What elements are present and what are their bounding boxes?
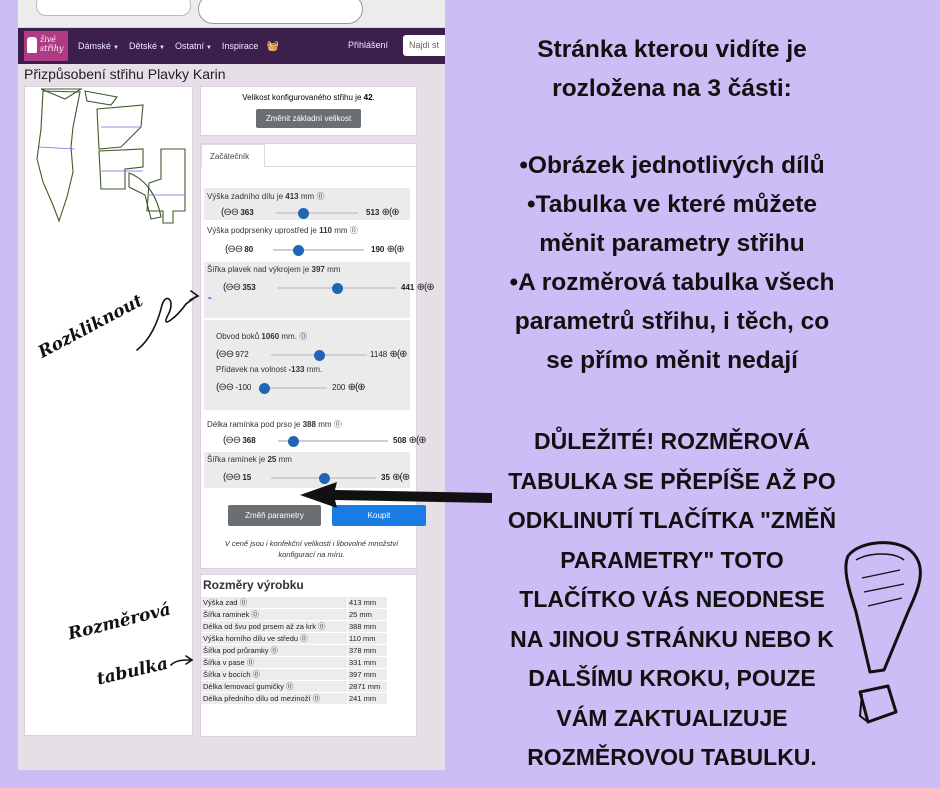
increase-icon[interactable]: ⊕(⊕: [347, 382, 365, 393]
row-value: 397 mm: [347, 669, 387, 681]
increase-icon[interactable]: ⊕(⊕: [381, 207, 399, 218]
decrease-icon[interactable]: (⊖⊖: [223, 472, 241, 483]
annotation-rozmerova: Rozměrová: [66, 599, 173, 645]
param-label-text: Obvod boků: [216, 332, 262, 341]
row-name: Délka předního dílu od mezinoží ⓪: [201, 693, 347, 705]
intro-text: [452, 30, 892, 108]
param-value: 388: [302, 420, 316, 429]
row-name: Šířka v pase ⓪: [201, 657, 347, 669]
caret-down-icon: ▼: [113, 45, 119, 51]
change-size-button[interactable]: Změnit základní velikost: [256, 109, 361, 128]
slider-min: 15: [242, 473, 252, 482]
size-text-suffix: .: [372, 93, 375, 102]
search-input[interactable]: Najdi st: [403, 35, 445, 56]
important-line: PARAMETRY" TOTO: [560, 546, 784, 573]
param-unit: mm: [324, 265, 341, 274]
param-unit: mm.: [304, 365, 323, 374]
bullet-line: parametrů střihu, i těch, co: [514, 308, 830, 335]
caret-down-icon: ▼: [158, 45, 165, 51]
bullets-text: [452, 146, 892, 380]
nav-label: Dětské: [128, 41, 157, 51]
slider-max: 508: [393, 436, 407, 445]
increase-icon[interactable]: ⊕(⊕: [386, 244, 404, 255]
help-icon[interactable]: ⓪: [315, 622, 326, 631]
param-label-text: Délka ramínka pod prso je: [207, 420, 303, 429]
important-line: TABULKA SE PŘEPÍŠE AŽ PO: [508, 467, 836, 494]
nav-label: Dámské: [78, 41, 112, 51]
expand-icon[interactable]: ˆ: [208, 297, 212, 308]
row-name: Šířka v bocích ⓪: [201, 669, 347, 681]
param-unit: mm: [298, 192, 315, 201]
basket-icon[interactable]: 🧺: [266, 40, 279, 52]
change-parameters-button[interactable]: Změň parametry: [228, 505, 321, 526]
row-value: 241 mm: [347, 693, 387, 705]
help-icon[interactable]: ⓪: [316, 192, 325, 201]
param-label-text: Šířka ramínek je: [207, 455, 268, 464]
tab-zacatecnik[interactable]: Začátečník: [201, 144, 265, 167]
help-icon[interactable]: ⓪: [333, 420, 342, 429]
increase-icon[interactable]: ⊕(⊕: [389, 349, 407, 360]
row-value: 331 mm: [347, 657, 387, 669]
row-name: Šířka raminek ⓪: [201, 609, 347, 621]
decrease-icon[interactable]: (⊖⊖: [225, 244, 243, 255]
increase-icon[interactable]: ⊕(⊕: [408, 435, 426, 446]
help-icon[interactable]: ⓪: [244, 658, 255, 667]
slider-max: 190: [371, 245, 385, 254]
slider-min: 363: [240, 208, 254, 217]
decrease-icon[interactable]: (⊖⊖: [221, 207, 239, 218]
nav-label: Inspirace: [221, 41, 259, 51]
slider-min: 972: [235, 350, 249, 359]
help-icon[interactable]: ⓪: [237, 598, 248, 607]
intro-line: Stránka kterou vidíte je: [537, 36, 807, 63]
slider-max: 35: [381, 473, 390, 482]
bullet-line: •Obrázek jednotlivých dílů: [519, 152, 825, 179]
help-icon[interactable]: ⓪: [310, 694, 321, 703]
annotation-rozkliknout: Rozkliknout: [35, 290, 147, 363]
important-line: VÁM ZAKTUALIZUJE: [556, 704, 788, 731]
slider-max: 200: [332, 383, 346, 392]
help-icon[interactable]: ⓪: [268, 646, 279, 655]
annotation-tabulka: tabulka: [95, 653, 171, 690]
row-value: 378 mm: [347, 645, 387, 657]
slider-min: 353: [242, 283, 256, 292]
decrease-icon[interactable]: (⊖⊖: [216, 382, 234, 393]
important-line: ODKLINUTÍ TLAČÍTKA "ZMĚŇ: [507, 507, 837, 533]
slider-max: 441: [401, 283, 415, 292]
slider-max: 513: [366, 208, 380, 217]
decrease-icon[interactable]: (⊖⊖: [223, 435, 241, 446]
param-value: 397: [311, 265, 325, 274]
param-value: 413: [285, 192, 299, 201]
important-line: DŮLEŽITÉ! ROZMĚROVÁ: [534, 428, 810, 454]
nav-label: Ostatní: [174, 41, 204, 51]
param-unit: mm.: [279, 332, 297, 341]
important-line: DALŠÍMU KROKU, POUZE: [528, 665, 816, 691]
size-text-prefix: Velikost konfigurovaného střihu je: [242, 93, 364, 102]
param-label-text: Výška podprsenky uprostřed je: [207, 226, 320, 235]
row-value: 110 mm: [347, 633, 387, 645]
slider-min: 368: [242, 436, 256, 445]
important-line: ROZMĚROVOU TABULKU.: [527, 744, 817, 770]
param-unit: mm: [276, 455, 292, 464]
row-name: Šířka pod průramky ⓪: [201, 645, 347, 657]
important-line: NA JINOU STRÁNKU NEBO K: [510, 625, 834, 652]
help-icon[interactable]: ⓪: [298, 634, 308, 643]
annotation-arrow-squiggle: [137, 296, 197, 350]
param-label-text: Šířka plavek nad výkrojem je: [207, 265, 312, 274]
param-value: 1060: [261, 332, 280, 341]
help-icon[interactable]: ⓪: [283, 682, 294, 691]
logo-text-1: živé: [40, 35, 57, 44]
size-value: 42: [363, 93, 373, 102]
param-unit: mm: [331, 226, 348, 235]
param-value: 110: [319, 226, 332, 235]
bullet-line: měnit parametry střihu: [539, 230, 805, 257]
decrease-icon[interactable]: (⊖⊖: [223, 282, 241, 293]
help-icon[interactable]: ⓪: [250, 670, 261, 679]
slider-max: 1148: [370, 350, 388, 359]
annotation-arrow-head: [190, 291, 198, 300]
row-name: Délka lemovací gumičky ⓪: [201, 681, 347, 693]
row-name: Výška zad ⓪: [201, 597, 347, 609]
slider-min: 80: [244, 245, 254, 254]
param-label-text: Výška zadního dílu je: [207, 192, 286, 201]
login-link[interactable]: Přihlášení: [348, 40, 389, 50]
row-value: 413 mm: [347, 597, 387, 609]
help-icon[interactable]: ⓪: [349, 226, 358, 235]
bullet-line: •A rozměrová tabulka všech: [509, 269, 835, 296]
decrease-icon[interactable]: (⊖⊖: [216, 349, 234, 360]
slider-min: -100: [235, 383, 252, 392]
page-title: Přizpůsobení střihu Plavky Karin: [24, 66, 226, 82]
param-unit: mm: [315, 420, 332, 429]
logo-text-2: střihy: [40, 44, 64, 53]
caret-down-icon: ▼: [205, 45, 212, 51]
help-icon[interactable]: ⓪: [249, 610, 259, 619]
dimensions-title: Rozměry výrobku: [203, 578, 304, 592]
intro-line: rozložena na 3 části:: [552, 75, 792, 102]
row-name: Výška horního dílu ve středu ⓪: [201, 633, 347, 645]
param-value: -133: [288, 365, 305, 374]
price-note: V ceně jsou i konfekční velikosti i libovolné množství konfigurací na míru.: [224, 539, 399, 559]
buy-button[interactable]: Koupit: [332, 505, 426, 526]
help-icon[interactable]: ⓪: [299, 332, 308, 341]
increase-icon[interactable]: ⊕(⊕: [392, 472, 410, 483]
important-line: TLAČÍTKO VÁS NEODNESE: [519, 586, 825, 612]
bullet-line: se přímo měnit nedají: [546, 347, 798, 374]
important-text: [452, 422, 892, 778]
row-value: 2871 mm: [347, 681, 387, 693]
increase-icon[interactable]: ⊕(⊕: [416, 282, 434, 293]
row-name: Délka od švu pod prsem až za krk ⓪: [201, 621, 347, 633]
param-value: 25: [267, 455, 277, 464]
param-label-text: Přídavek na volnost: [216, 365, 289, 374]
row-value: 388 mm: [347, 621, 387, 633]
bullet-line: •Tabulka ve které můžete: [527, 191, 817, 218]
row-value: 25 mm: [347, 609, 387, 621]
